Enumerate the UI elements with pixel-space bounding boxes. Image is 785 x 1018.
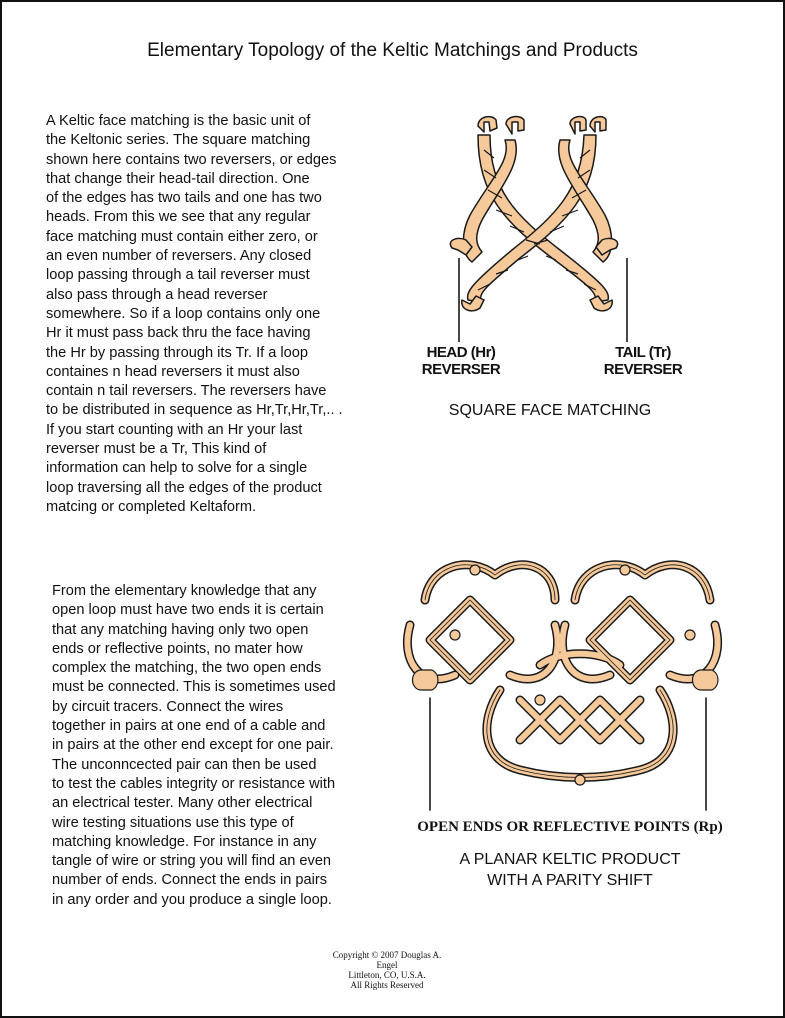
paragraph-line: shown here contains two reversers, or edges (46, 151, 337, 168)
paragraph-line: reverser must be a Tr, This kind of (46, 441, 267, 458)
paragraph-line: face matching must contain either zero, or (46, 228, 318, 245)
paragraph-line: number of ends. Connect the ends in pairs (52, 872, 328, 889)
paragraph-line: together in pairs at one end of a cable and (52, 718, 326, 735)
paragraph-line: The unconncected pair can then be used (52, 756, 317, 773)
paragraph-line: also pass through a head reverser (46, 286, 268, 303)
page-title: Elementary Topology of the Keltic Matchings and Products (147, 40, 638, 61)
paragraph-line: open loop must have two ends it is certain (52, 602, 324, 619)
square-face-matching-figure (450, 117, 627, 342)
square-face-caption: SQUARE FACE MATCHING (448, 402, 652, 419)
paragraph-line: containes n head reversers it must also (46, 363, 300, 380)
paragraph-line: to test the cables integrity or resistance with (52, 775, 336, 792)
reflective-point-right (693, 670, 719, 690)
paragraph-line: somewhere. So if a loop contains only one (46, 305, 321, 322)
paragraph-line: in pairs at the other end except for one pair. (52, 737, 334, 754)
head-reverser-label: HEAD (Hr) REVERSER (421, 344, 501, 378)
paragraph-line: contain n tail reversers. The reversers have (46, 383, 327, 400)
paragraph-line: A Keltic face matching is the basic unit of (46, 113, 311, 129)
paragraph-line: of the edges has two tails and one has two (46, 190, 322, 207)
paragraph-line: in any order and you produce a single loop. (52, 891, 332, 908)
paragraph-line: From the elementary knowledge that any (52, 583, 317, 599)
paragraph-line: that any matching having only two open (52, 621, 309, 638)
planar-keltic-product-figure (407, 565, 718, 810)
paragraph-line: loop traversing all the edges of the product (46, 479, 322, 496)
reflective-points-label: OPEN ENDS OR REFLECTIVE POINTS (Rp) (417, 819, 723, 835)
paragraph-line: to be distributed in sequence as Hr,Tr,Hr,Tr,.. . (46, 402, 343, 419)
paragraph-line: tangle of wire or string you will find an even (52, 853, 332, 870)
reflective-point-left (413, 670, 439, 690)
paragraph-line: must be connected. This is sometimes used (52, 679, 336, 696)
paragraph-line: an electrical tester. Many other electrical (52, 795, 313, 812)
paragraph-line: information can help to solve for a single (46, 460, 308, 477)
paragraph-line: that change their head-tail direction. One (46, 170, 310, 187)
paragraph-line: matching knowledge. For instance in any (52, 833, 317, 850)
paragraph-line: loop passing through a tail reverser must (46, 267, 310, 284)
head-wrench-top-right (590, 117, 606, 132)
paragraph-line: wire testing situations use this type of (52, 814, 294, 831)
paragraph-line: Hr it must pass back thru the face having (46, 325, 311, 342)
paragraph-line: complex the matching, the two open ends (52, 660, 322, 677)
head-wrench-top-left (478, 117, 497, 132)
tail-wrench-top-mid-left (506, 117, 524, 134)
paragraph-line: by circuit tracers. Connect the wires (52, 698, 284, 715)
paragraph-line: the Keltonic series. The square matching (46, 132, 311, 149)
tail-wrench-top-mid-right (570, 117, 586, 134)
tail-reverser-label: TAIL (Tr) REVERSER (603, 344, 683, 378)
copyright-notice: Copyright © 2007 Douglas A. Engel Littleton, CO, U.S.A. All Rights Reserved (332, 950, 442, 990)
paragraph-line: ends or reflective points, no mater how (52, 640, 303, 657)
paragraph-line: an even number of reversers. Any closed (46, 248, 312, 265)
paragraph-line: matcing or completed Keltaform. (46, 498, 257, 515)
planar-product-caption: A PLANAR KELTIC PRODUCT WITH A PARITY SHIFT (459, 851, 681, 889)
paragraph-line: the Hr by passing through its Tr. If a loop (46, 344, 309, 361)
paragraph-line: heads. From this we see that any regular (46, 209, 311, 226)
paragraph-line: If you start counting with an Hr your last (46, 421, 303, 438)
